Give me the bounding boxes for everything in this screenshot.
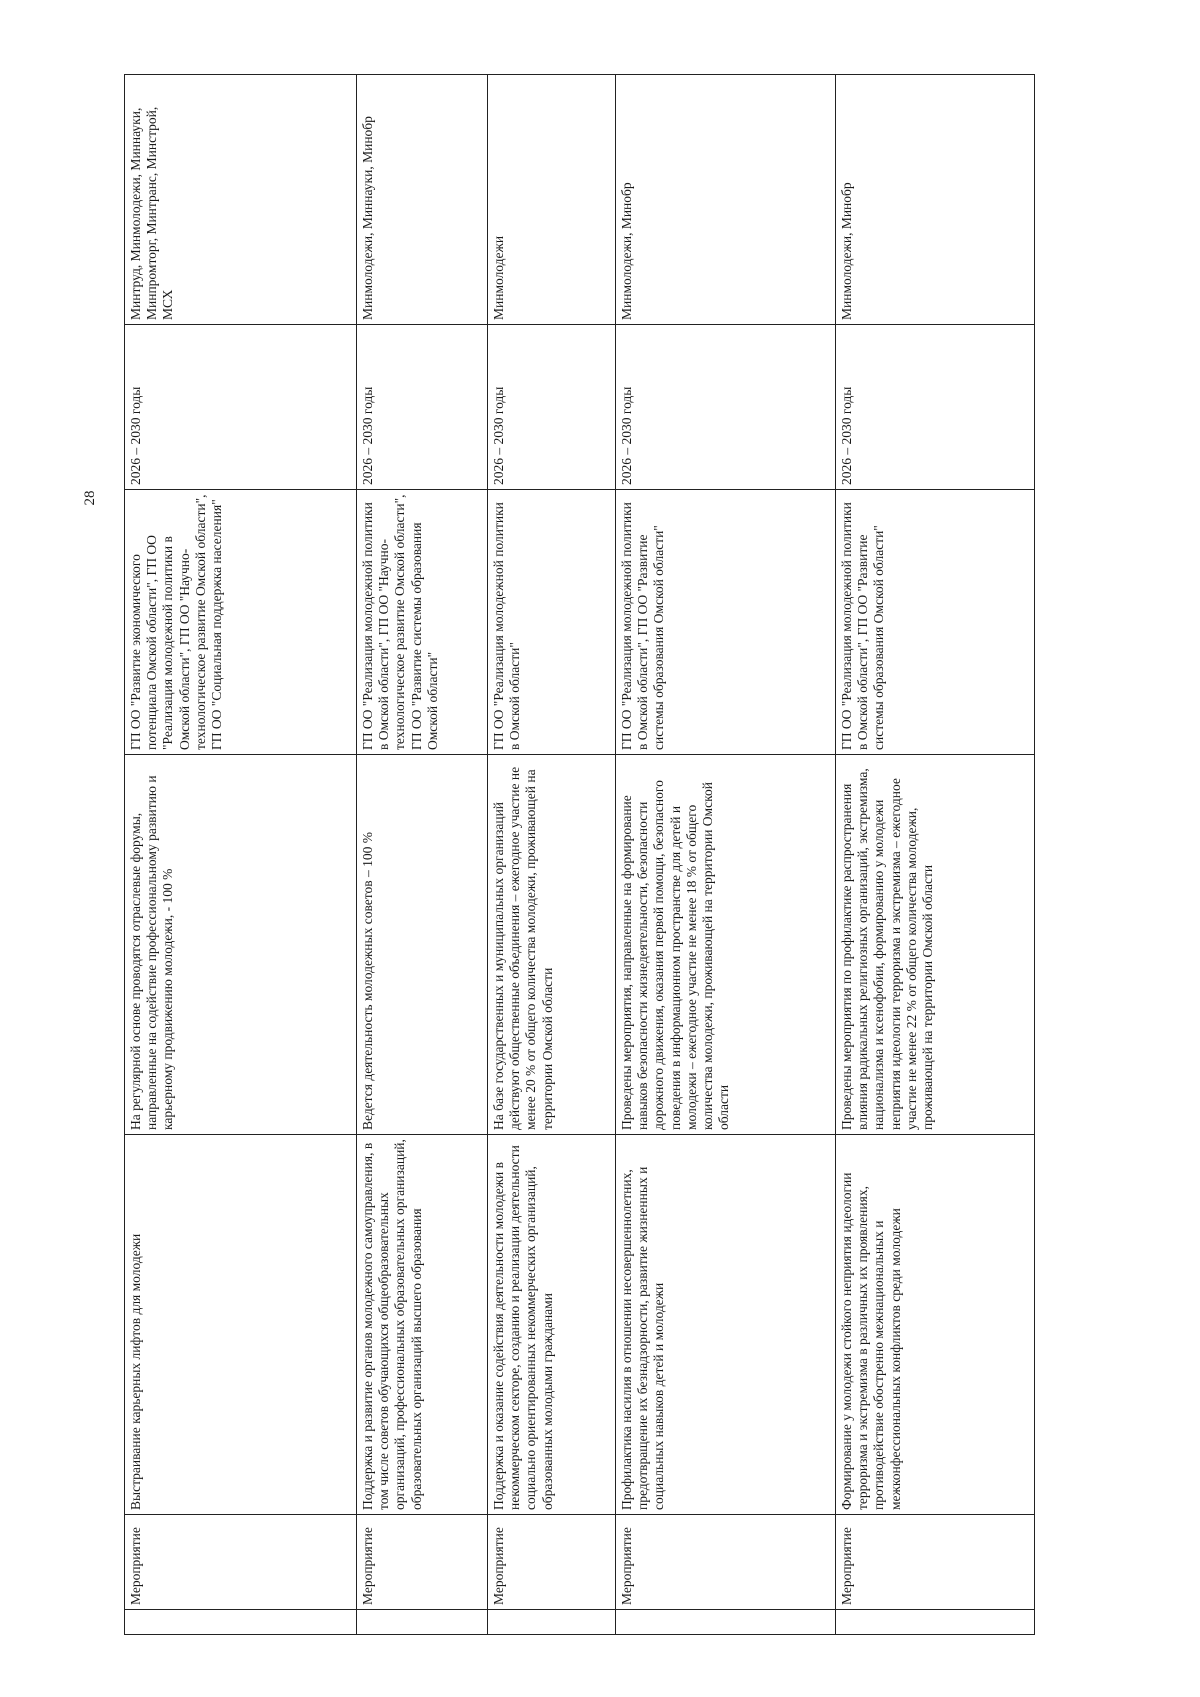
measure-type-cell: Мероприятие [616,1515,836,1610]
executors-cell: Минмолодежи [488,75,616,325]
table-row [357,75,488,1635]
state-programs-cell: ГП ОО "Реализация молодежной политики в Омской области", ГП ОО "Научно-технологическое развитие Омской области", ГП ОО "Развитие системы образования Омской области" [357,490,488,755]
row-number-cell [836,1610,1035,1635]
table-row [616,75,836,1635]
row-number-cell [616,1610,836,1635]
expected-result-cell: Проведены мероприятия по профилактике распространения влияния радикальных религиозных организаций, экстремизма, национализма и ксенофобии, формированию у молодежи неприятия идеологии терроризма и экстремизма – ежегодное участие не менее 22 % от общего количества молодежи, проживающей на территории Омской области [836,755,1035,1135]
expected-result-cell: Проведены мероприятия, направленные на формирование навыков безопасности жизнедеятельности, безопасности дорожного движения, оказания первой помощи, безопасного поведения в информационном пространстве для детей и молодежи – ежегодное участие не менее 18 % от общего количества молодежи, проживающей на территории Омской области [616,755,836,1135]
measure-title-cell: Поддержка и развитие органов молодежного самоуправления, в том числе советов обучающихся общеобразовательных организаций, профессиональных образовательных организаций, образовательных организаций высшего образования [357,1135,488,1515]
expected-result-cell: Ведется деятельность молодежных советов – 100 % [357,755,488,1135]
state-programs-cell: ГП ОО "Развитие экономического потенциала Омской области", ГП ОО "Реализация молодежной политики в Омской области", ГП ОО "Научно-технологическое развитие Омской области", ГП ОО "Социальная поддержка населения" [125,490,357,755]
executors-cell: Минтруд, Минмолодежи, Миннауки, Минпромторг, Минтранс, Минстрой, МСХ [125,75,357,325]
measure-type-cell: Мероприятие [357,1515,488,1610]
measure-type-cell: Мероприятие [488,1515,616,1610]
period-cell: 2026 – 2030 годы [616,325,836,490]
period-cell: 2026 – 2030 годы [836,325,1035,490]
measure-title-cell: Профилактика насилия в отношении несовершеннолетних, предотвращение их безнадзорности, развитие жизненных и социальных навыков детей и молодежи [616,1135,836,1515]
table-row [836,75,1035,1635]
measure-type-cell: Мероприятие [125,1515,357,1610]
executors-cell: Минмолодежи, Миннауки, Минобр [357,75,488,325]
state-programs-cell: ГП ОО "Реализация молодежной политики в Омской области" [488,490,616,755]
state-programs-cell: ГП ОО "Реализация молодежной политики в Омской области", ГП ОО "Развитие системы образования Омской области" [836,490,1035,755]
table-row [125,75,357,1635]
row-number-cell [125,1610,357,1635]
period-cell: 2026 – 2030 годы [125,325,357,490]
row-number-cell [357,1610,488,1635]
measure-title-cell: Поддержка и оказание содействия деятельности молодежи в некоммерческом секторе, созданию и реализации деятельности социально ориентированных некоммерческих организаций, образованных молодыми гражданами [488,1135,616,1515]
state-programs-cell: ГП ОО "Реализация молодежной политики в Омской области", ГП ОО "Развитие системы образования Омской области" [616,490,836,755]
page-number: 28 [82,490,98,506]
expected-result-cell: На регулярной основе проводятся отраслевые форумы, направленные на содействие профессиональному развитию и карьерному продвижению молодежи, - 100 % [125,755,357,1135]
period-cell: 2026 – 2030 годы [357,325,488,490]
table-container [124,75,1034,1635]
executors-cell: Минмолодежи, Минобр [836,75,1035,325]
executors-cell: Минмолодежи, Минобр [616,75,836,325]
measure-type-cell: Мероприятие [836,1515,1035,1610]
measure-title-cell: Выстраивание карьерных лифтов для молодежи [125,1135,357,1515]
measure-title-cell: Формирование у молодежи стойкого неприятия идеологии терроризма и экстремизма в различных их проявлениях, противодействие обостренно межнациональных и межконфессиональных конфликтов среди молодежи [836,1135,1035,1515]
row-number-cell [488,1610,616,1635]
measures-table [124,74,1035,1635]
period-cell: 2026 – 2030 годы [488,325,616,490]
table-row [488,75,616,1635]
expected-result-cell: На базе государственных и муниципальных организаций действуют общественные объединения – ежегодное участие не менее 20 % от общего количества молодежи, проживающей на территории Омской области [488,755,616,1135]
